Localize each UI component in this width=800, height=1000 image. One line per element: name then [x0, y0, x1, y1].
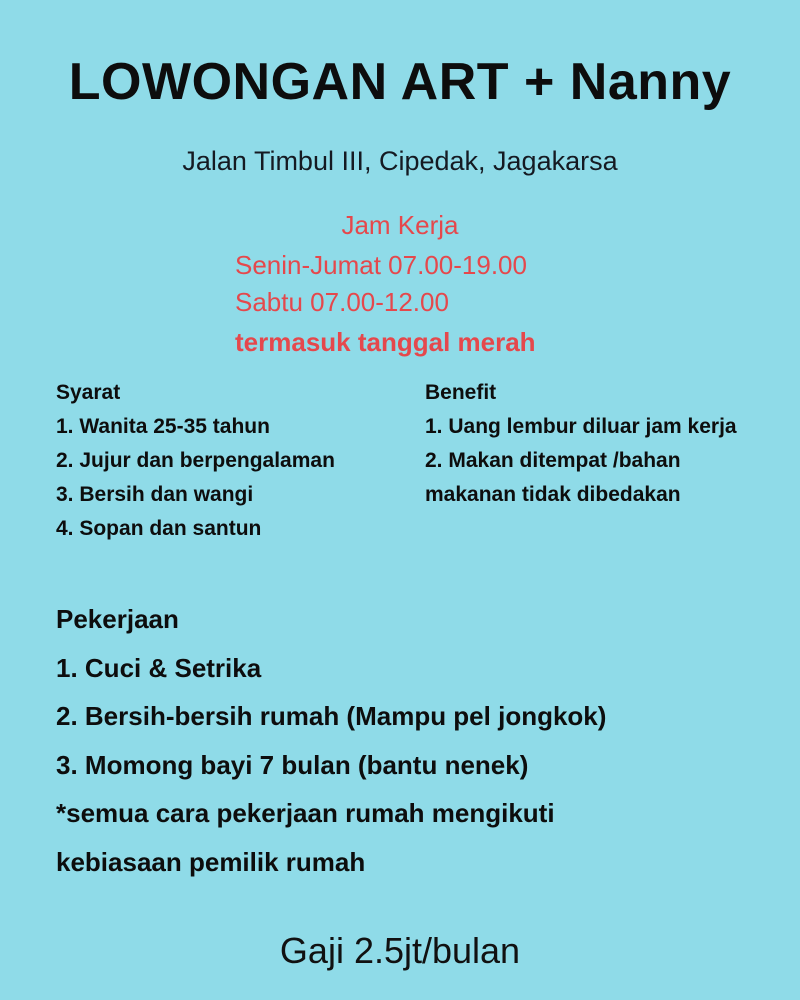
working-hours-note: termasuk tanggal merah — [235, 327, 536, 357]
salary: Gaji 2.5jt/bulan — [279, 930, 521, 971]
list-item: 2. Jujur dan berpengalaman — [56, 449, 335, 472]
list-item: kebiasaan pemilik rumah — [56, 846, 366, 877]
list-item: makanan tidak dibedakan — [425, 483, 681, 506]
benefits-list — [425, 376, 737, 512]
working-hours-weekdays: Senin-Jumat 07.00-19.00 — [235, 250, 527, 280]
duties-list — [56, 595, 606, 886]
requirements-list — [56, 376, 335, 546]
list-item: 2. Makan ditempat /bahan — [425, 449, 681, 472]
list-item: 4. Sopan dan santun — [56, 517, 262, 540]
list-item: *semua cara pekerjaan rumah mengikuti — [56, 798, 555, 828]
list-item: 1. Uang lembur diluar jam kerja — [425, 415, 737, 438]
list-item: 2. Bersih-bersih rumah (Mampu pel jongkok) — [56, 701, 607, 731]
list-item: 1. Cuci & Setrika — [56, 652, 262, 683]
list-item: 1. Wanita 25-35 tahun — [56, 415, 270, 438]
working-hours-saturday: Sabtu 07.00-12.00 — [235, 287, 449, 317]
list-item: 3. Bersih dan wangi — [56, 483, 254, 506]
benefits-heading: Benefit — [425, 381, 497, 404]
address: Jalan Timbul III, Cipedak, Jagakarsa — [182, 146, 618, 176]
working-hours-label: Jam Kerja — [341, 210, 459, 240]
duties-heading: Pekerjaan — [56, 604, 179, 634]
list-item: 3. Momong bayi 7 bulan (bantu nenek) — [56, 749, 529, 780]
page-title: LOWONGAN ART + Nanny — [68, 53, 732, 111]
requirements-heading: Syarat — [56, 381, 121, 404]
